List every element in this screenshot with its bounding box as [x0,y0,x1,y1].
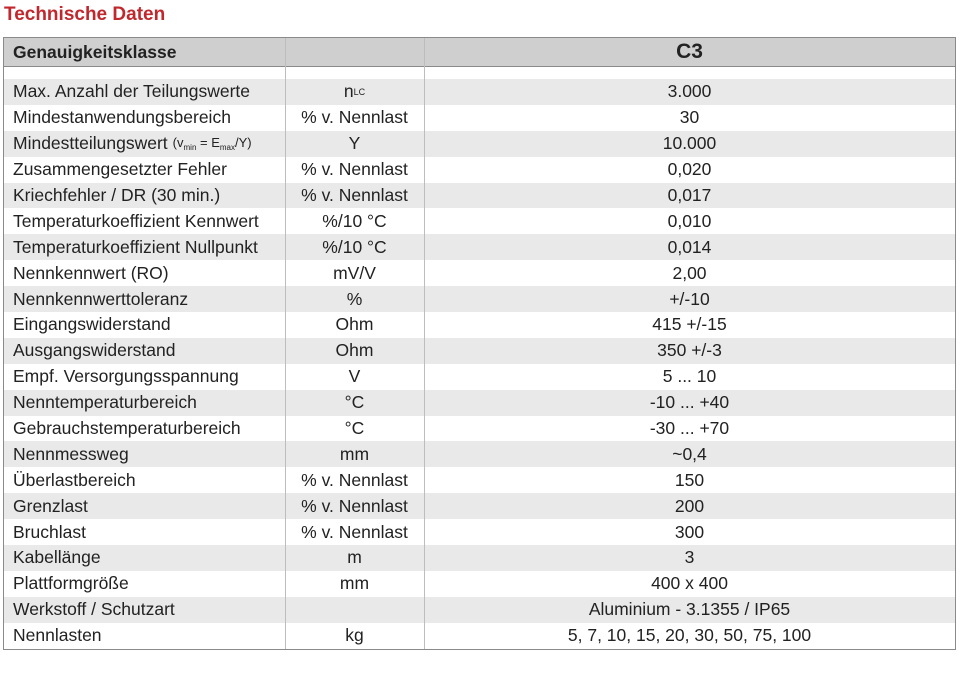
row-unit: mm [339,443,370,464]
row-unit: Ohm [335,314,374,335]
table-row [4,545,955,571]
row-unit: n LC [343,81,366,102]
row-label: Ausgangswiderstand [13,340,176,361]
row-label: Empf. Versorgungsspannung [13,366,239,387]
row-unit: % v. Nennlast [301,495,408,516]
row-label: Zusammengesetzter Fehler [13,159,227,180]
row-label: Nennkennwert (RO) [13,262,169,283]
table-row [4,597,955,623]
row-value: -30 ... +70 [649,418,730,439]
row-value: 10.000 [662,133,717,154]
row-value: ~0,4 [672,443,707,464]
row-unit: % v. Nennlast [301,107,408,128]
row-value: 400 x 400 [651,573,728,594]
row-value: +/-10 [669,288,710,309]
row-value: 0,010 [667,210,712,231]
row-unit: mV/V [333,262,376,283]
header-unit [285,38,424,66]
row-label: Mindestteilungswert $(v_{min} = E_{max}/Y)$ [13,133,252,154]
table-row [4,183,955,209]
header-label: Genauigkeitsklasse [13,41,177,62]
row-value: 350 +/-3 [657,340,722,361]
table-header-row [4,38,955,67]
row-value: 30 [679,107,700,128]
row-value: 300 [674,521,705,542]
row-label: Grenzlast [13,495,88,516]
row-label: Eingangswiderstand [13,314,171,335]
row-value: Aluminium - 3.1355 / IP65 [588,599,791,620]
row-value: 5, 7, 10, 15, 20, 30, 50, 75, 100 [567,625,812,646]
row-unit: V [348,366,361,387]
row-label: Werkstoff / Schutzart [13,599,175,620]
table-row [4,260,955,286]
row-label: Nennlasten [13,625,102,646]
row-unit: % [346,288,363,309]
page-title: Technische Daten [4,4,166,25]
row-value: 3 [684,547,695,568]
row-unit: %/10 °C [322,236,387,257]
table-row [4,493,955,519]
row-label: Nennkennwerttoleranz [13,288,189,309]
row-unit: °C [344,418,365,439]
spacer-row [4,67,955,79]
row-unit: % v. Nennlast [301,521,408,542]
row-label: Temperaturkoeffizient Kennwert [13,210,259,231]
row-unit: Ohm [335,340,374,361]
row-label: Kriechfehler / DR (30 min.) [13,185,221,205]
table-row [4,441,955,467]
table-row [4,157,955,183]
row-label: Plattformgröße [13,573,129,594]
table-row [4,338,955,364]
table-row [4,467,955,493]
row-value: 200 [674,495,705,516]
row-label: Mindestanwendungsbereich [13,107,231,128]
row-value: 0,014 [667,236,712,257]
row-unit: mm [339,573,370,594]
table-row [4,131,955,157]
row-unit: m [347,547,362,568]
column-divider [424,38,425,649]
row-label: Temperaturkoeffizient Nullpunkt [13,236,258,257]
row-value: 0,020 [667,159,712,180]
table-row [4,416,955,442]
row-value: 2,00 [672,262,707,283]
table-row [4,105,955,131]
row-label: Gebrauchstemperaturbereich [13,418,241,439]
row-unit [285,597,424,623]
row-unit: % v. Nennlast [301,159,408,180]
row-label: Kabellänge [13,547,101,568]
row-value: -10 ... +40 [649,392,730,413]
table-row [4,390,955,416]
row-value: 415 +/-15 [652,314,727,335]
row-unit: % v. Nennlast [301,469,408,490]
row-label: Überlastbereich [13,469,136,490]
row-unit: Y [348,133,361,154]
row-label: Max. Anzahl der Teilungswerte [13,81,251,102]
table-row [4,519,955,545]
table-row [4,234,955,260]
row-unit: kg [345,625,364,646]
row-label-note: $(v_{min} = E_{max}/Y)$ [172,135,252,153]
spec-table [3,37,956,650]
table-row [4,623,955,649]
table-row [4,286,955,312]
row-unit: %/10 °C [322,210,387,231]
row-label: Nenntemperaturbereich [13,392,197,413]
row-value: 5 ... 10 [662,366,717,387]
row-value: 0,017 [667,185,712,205]
row-unit: % v. Nennlast [301,185,408,205]
column-divider [285,38,286,649]
table-row [4,79,955,105]
table-row [4,364,955,390]
table-row [4,208,955,234]
table-row [4,312,955,338]
header-value: C3 [676,40,703,63]
row-label: Bruchlast [13,521,86,542]
row-label: Nennmessweg [13,443,129,464]
row-unit: °C [344,392,365,413]
table-row [4,571,955,597]
row-value: 3.000 [667,81,712,102]
row-value: 150 [674,469,705,490]
